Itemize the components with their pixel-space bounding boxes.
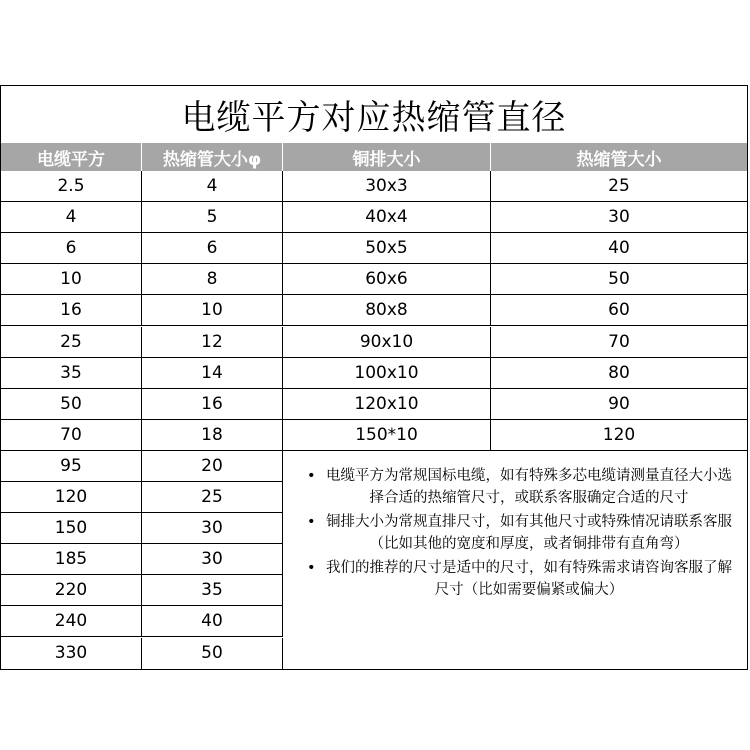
cable-size-cell: 120 — [1, 482, 142, 513]
busbar-tube-size-cell: 80 — [491, 358, 747, 389]
cable-size-cell: 6 — [1, 233, 142, 264]
busbar-tube-size-cell: 30 — [491, 202, 747, 233]
tube-diameter-cell: 5 — [142, 202, 283, 233]
tube-diameter-cell: 40 — [142, 606, 283, 637]
busbar-size-cell: 60x6 — [283, 264, 491, 295]
cable-size-cell: 35 — [1, 358, 142, 389]
tube-diameter-cell: 12 — [142, 327, 283, 358]
tube-diameter-cell: 18 — [142, 420, 283, 451]
busbar-tube-size-cell: 60 — [491, 295, 747, 326]
busbar-tube-size-cell: 70 — [491, 327, 747, 358]
busbar-size-cell: 80x8 — [283, 295, 491, 326]
busbar-tube-size-cell: 40 — [491, 233, 747, 264]
header-cable-size: 电缆平方 — [1, 143, 142, 171]
note-item: • 我们的推荐的尺寸是适中的尺寸，如有特殊需求请咨询客服了解尺寸（比如需要偏紧或偏大） — [307, 557, 733, 601]
cable-size-cell: 4 — [1, 202, 142, 233]
busbar-size-cell: 90x10 — [283, 327, 491, 358]
table-title: 电缆平方对应热缩管直径 — [1, 86, 747, 144]
header-tube-diameter: 热缩管大小φ — [142, 143, 283, 171]
tube-diameter-cell: 8 — [142, 264, 283, 295]
cable-size-cell: 185 — [1, 544, 142, 575]
tube-diameter-cell: 30 — [142, 544, 283, 575]
busbar-tube-size-cell: 120 — [491, 420, 747, 451]
tube-diameter-cell: 20 — [142, 451, 283, 482]
cable-size-cell: 220 — [1, 575, 142, 606]
header-busbar-tube-size: 热缩管大小 — [491, 143, 747, 171]
tube-diameter-cell: 14 — [142, 358, 283, 389]
busbar-tube-size-cell: 90 — [491, 389, 747, 420]
size-table — [0, 85, 748, 670]
busbar-size-cell: 120x10 — [283, 389, 491, 420]
cable-size-cell: 70 — [1, 420, 142, 451]
busbar-size-cell: 30x3 — [283, 171, 491, 202]
busbar-tube-size-cell: 25 — [491, 171, 747, 202]
tube-diameter-cell: 35 — [142, 575, 283, 606]
busbar-size-cell: 150*10 — [283, 420, 491, 451]
tube-diameter-cell: 10 — [142, 295, 283, 326]
busbar-tube-size-cell: 50 — [491, 264, 747, 295]
tube-diameter-cell: 4 — [142, 171, 283, 202]
busbar-size-cell: 100x10 — [283, 358, 491, 389]
tube-diameter-cell: 50 — [142, 638, 283, 669]
cable-size-cell: 50 — [1, 389, 142, 420]
cable-size-cell: 95 — [1, 451, 142, 482]
cable-size-cell: 25 — [1, 327, 142, 358]
note-item: • 铜排大小为常规直排尺寸，如有其他尺寸或特殊情况请联系客服（比如其他的宽度和厚度，或者铜排带有直角弯） — [307, 511, 733, 555]
tube-diameter-cell: 25 — [142, 482, 283, 513]
tube-diameter-cell: 16 — [142, 389, 283, 420]
cable-size-cell: 330 — [1, 638, 142, 669]
notes-panel — [283, 451, 747, 669]
cable-size-cell: 240 — [1, 606, 142, 637]
header-busbar-size: 铜排大小 — [283, 143, 491, 171]
note-item: • 电缆平方为常规国标电缆，如有特殊多芯电缆请测量直径大小选择合适的热缩管尺寸，或联系客服确定合适的尺寸 — [307, 465, 733, 509]
tube-diameter-cell: 30 — [142, 513, 283, 544]
cable-size-cell: 2.5 — [1, 171, 142, 202]
cable-size-cell: 16 — [1, 295, 142, 326]
tube-diameter-cell: 6 — [142, 233, 283, 264]
busbar-size-cell: 40x4 — [283, 202, 491, 233]
cable-size-cell: 10 — [1, 264, 142, 295]
cable-size-cell: 150 — [1, 513, 142, 544]
busbar-size-cell: 50x5 — [283, 233, 491, 264]
